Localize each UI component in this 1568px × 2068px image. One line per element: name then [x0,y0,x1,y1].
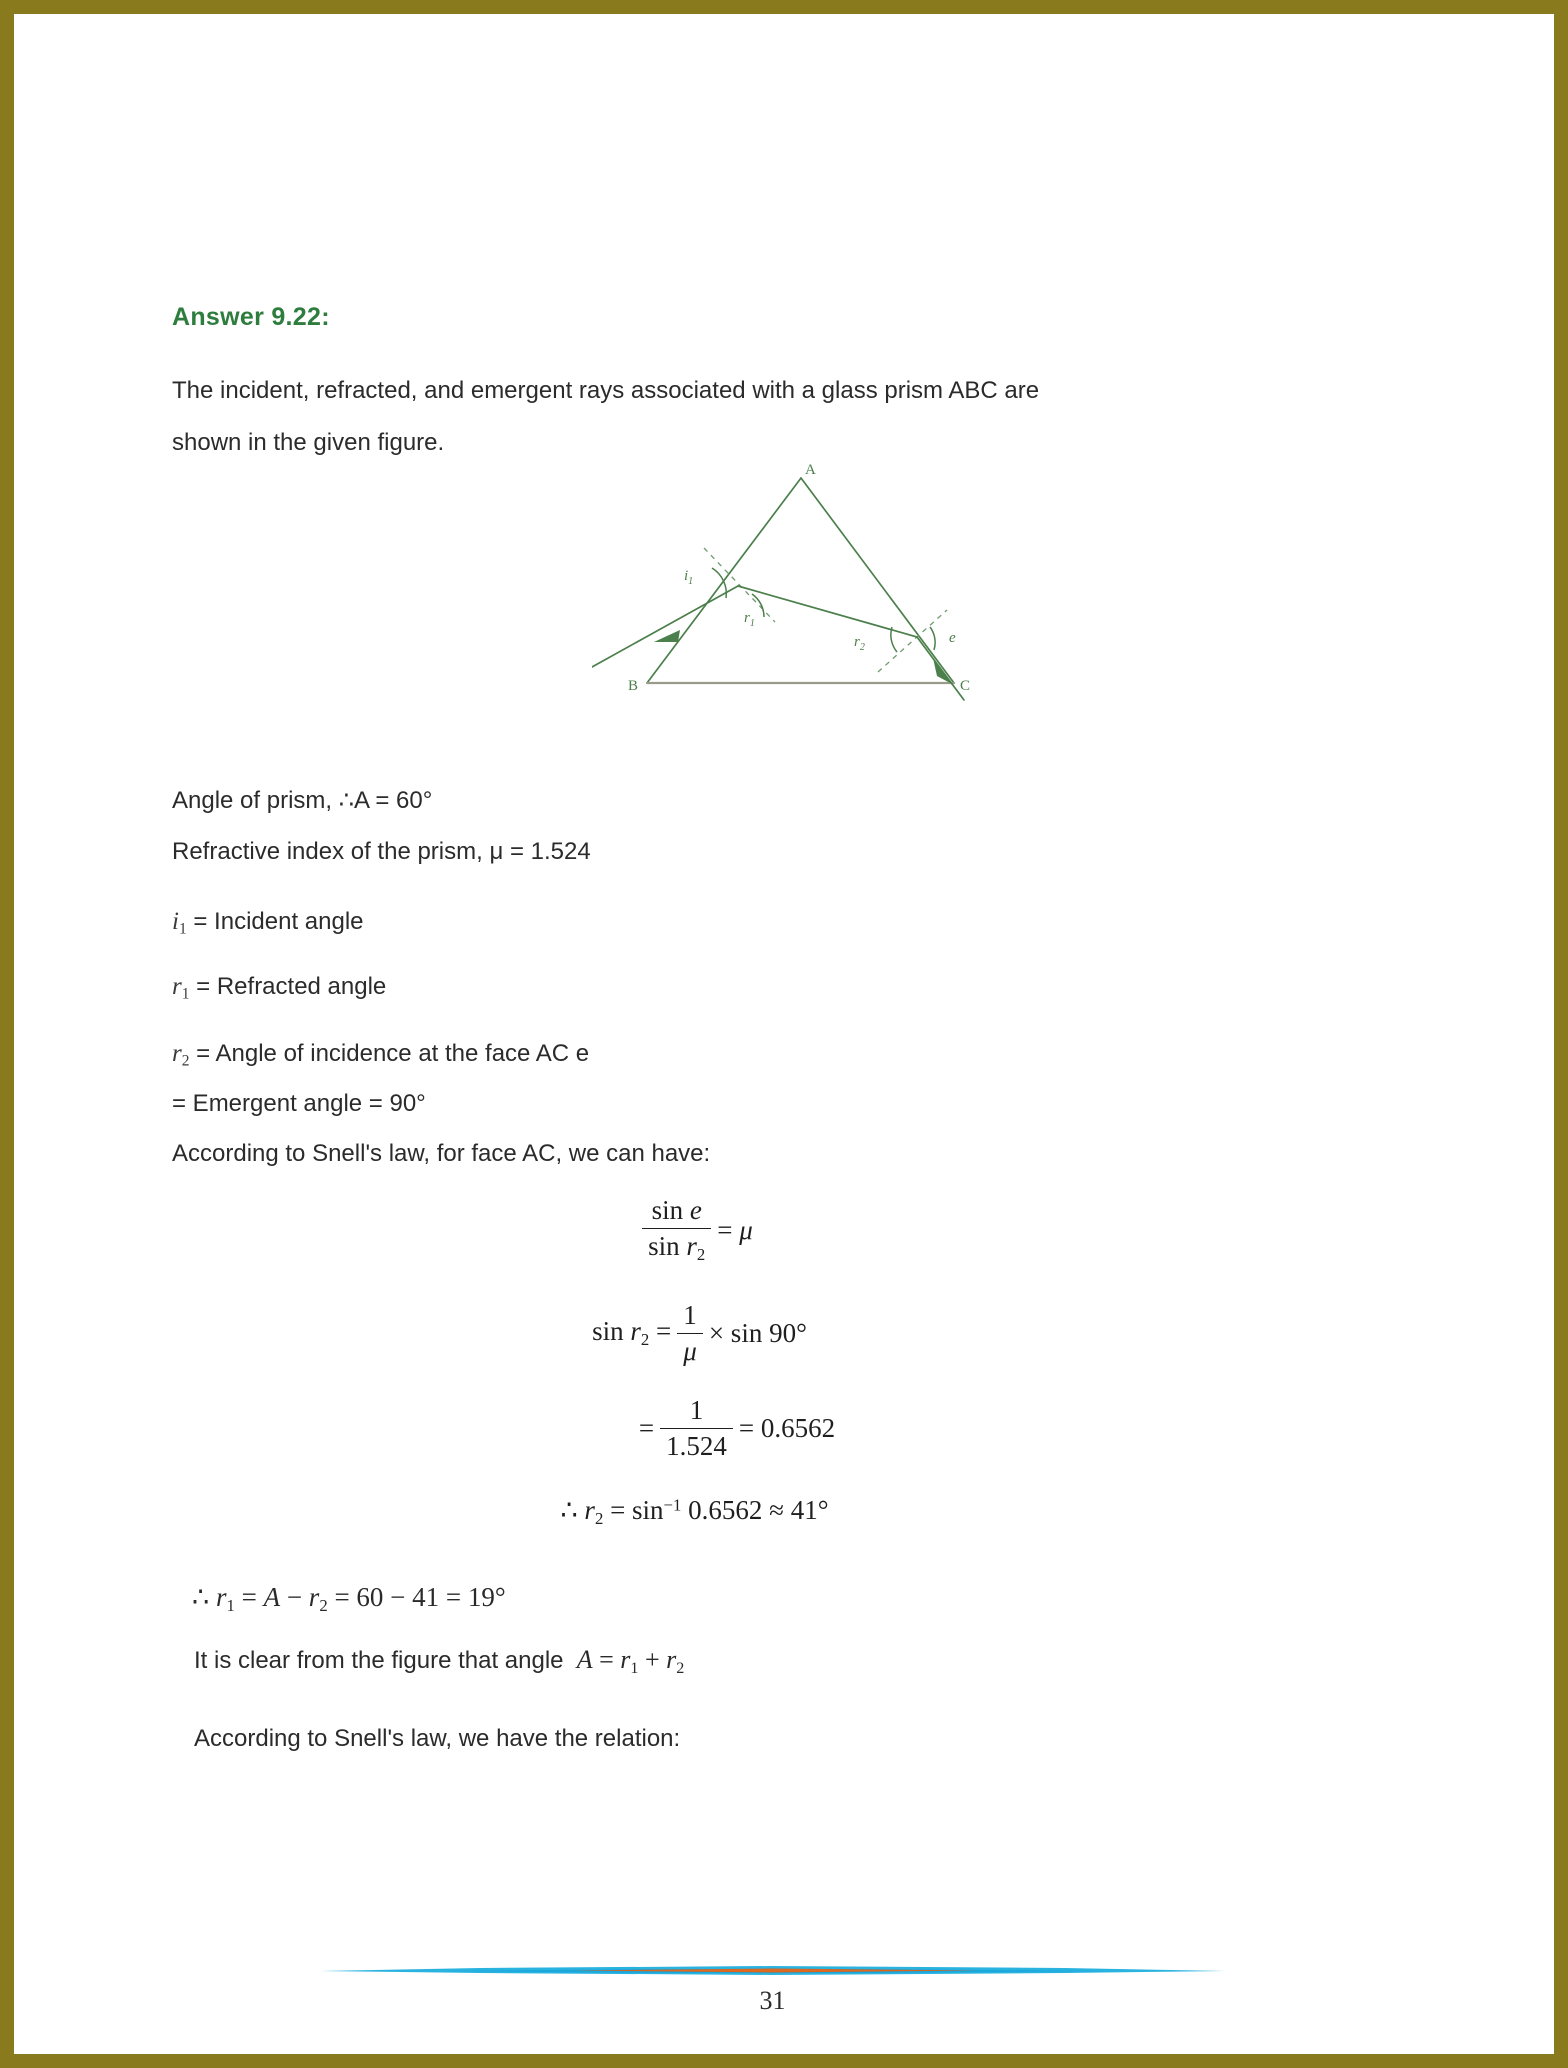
refracted-angle-definition [172,973,386,1003]
angle-of-prism-line: Angle of prism, ∴A = 60° [172,787,433,814]
equation-3-fraction [660,1395,733,1462]
footer-divider [320,1965,1225,1976]
intro-paragraph-line1: The incident, refracted, and emergent rays associated with a glass prism ABC are [172,377,1040,404]
equation-2-fraction [677,1300,703,1367]
equation-3-denominator: 1.524 [660,1428,733,1462]
equation-1 [172,1195,1217,1265]
equation-6: $A = r_1 + r_2$ [576,1645,685,1677]
equation-3-numerator: 1 [689,1395,704,1425]
prism-ray-diagram-figure [592,462,1012,717]
vertex-label-c: C [960,678,971,694]
intro-paragraph-line2: shown in the given figure. [172,429,445,456]
ray-label-r1: $r_1$ [744,610,755,629]
symbol-r1: $r_1$ [172,973,190,1003]
equation-5-text: ∴ $r_1 = A - r_2 = 60 - 41 = 19^\circ$ [192,1582,506,1616]
equation-3-rhs: = 0.6562 [738,1413,836,1443]
incident-angle-definition [172,908,364,938]
equation-1-fraction [642,1195,711,1265]
it-is-clear-text: It is clear from the figure that angle [194,1647,564,1674]
vertex-label-a: A [805,462,816,478]
symbol-i1: $i_1$ [172,908,187,938]
equation-3 [172,1395,1217,1462]
ray-label-i1: $i_1$ [684,568,694,587]
equation-1-rhs: = μ [717,1214,753,1245]
page-content [172,0,1372,2068]
intro-paragraph [172,365,1217,469]
it-is-clear-line [194,1645,684,1678]
equation-2-numerator: 1 [683,1300,697,1330]
equation-2-denominator: μ [677,1333,703,1367]
equation-2-lhs: $\sin r_2$ = [592,1316,672,1350]
equation-5 [192,1582,506,1616]
equation-3-lhs: = [638,1413,655,1443]
equation-2 [172,1300,1217,1367]
refracted-angle-text: = Refracted angle [196,973,387,1000]
ray-label-r2: $r_2$ [854,634,865,653]
snell-law-relation-line: According to Snell's law, we have the relation: [194,1725,681,1752]
snell-law-face-ac-line: According to Snell's law, for face AC, we can have: [172,1140,711,1167]
incidence-at-ac-definition [172,1040,589,1070]
page-number: 31 [759,1986,786,2015]
answer-heading: Answer 9.22: [172,303,330,331]
incident-angle-text: = Incident angle [193,908,364,935]
equation-4-text: ∴ $r_2 = \sin^{-1} 0.6562 \approx 41^\circ$ [560,1495,829,1529]
vertex-label-b: B [628,678,639,694]
emergent-angle-definition: = Emergent angle = 90° [172,1090,426,1117]
incidence-at-ac-text: = Angle of incidence at the face AC e [196,1040,590,1067]
symbol-r2: $r_2$ [172,1040,190,1070]
equation-1-denominator: $\sin r_2$ [642,1228,711,1265]
equation-1-numerator: sin e [651,1195,702,1225]
equation-2-rhs: × sin 90° [708,1318,807,1348]
ray-label-e: e [949,630,956,646]
equation-4 [172,1495,1217,1529]
refractive-index-line: Refractive index of the prism, μ = 1.524 [172,838,591,865]
